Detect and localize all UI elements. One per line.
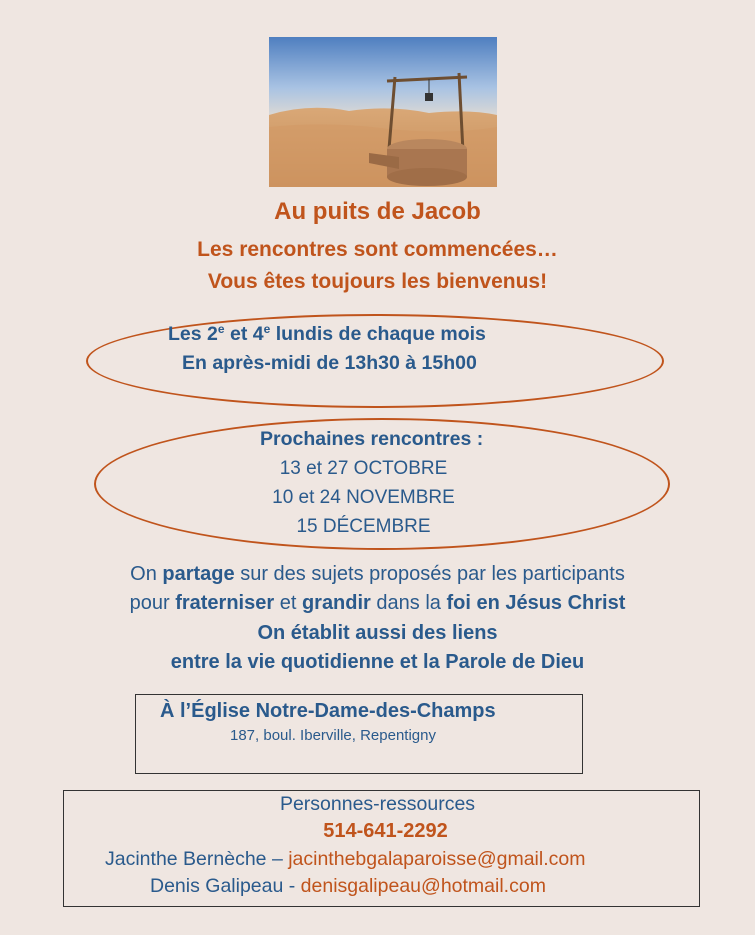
location-box (135, 694, 583, 774)
page-title: Au puits de Jacob (274, 198, 481, 225)
church-name: À l’Église Notre-Dame-des-Champs (160, 700, 496, 722)
contact-denis: Denis Galipeau - denisgalipeau@hotmail.com (150, 875, 546, 897)
schedule-days: Les 2e et 4e lundis de chaque mois (168, 322, 486, 345)
contacts-heading: Personnes-ressources (279, 793, 476, 815)
church-address: 187, boul. Iberville, Repentigny (230, 727, 436, 744)
contacts-phone: 514-641-2292 (323, 820, 448, 842)
upcoming-date-1: 13 et 27 OCTOBRE (279, 458, 448, 479)
upcoming-heading: Prochaines rencontres : (260, 428, 484, 450)
email-jacinthe-link[interactable]: jacinthebgalaparoisse@gmail.com (288, 848, 586, 870)
upcoming-date-3: 15 DÉCEMBRE (296, 516, 431, 537)
description-line-4: entre la vie quotidienne et la Parole de Dieu (170, 651, 585, 673)
schedule-hours: En après-midi de 13h30 à 15h00 (182, 352, 477, 374)
contact-jacinthe: Jacinthe Bernèche – jacinthebgalaparoisse@gmail.com (105, 848, 586, 870)
upcoming-date-2: 10 et 24 NOVEMBRE (272, 487, 455, 508)
description-line-3: On établit aussi des liens (257, 622, 498, 644)
description-line-2: pour fraterniser et grandir dans la foi en Jésus Christ (129, 592, 626, 614)
subtitle-welcome: Vous êtes toujours les bienvenus! (207, 270, 548, 293)
email-denis-link[interactable]: denisgalipeau@hotmail.com (300, 875, 546, 897)
description-line-1: On partage sur des sujets proposés par les participants (130, 563, 625, 585)
subtitle-started: Les rencontres sont commencées… (197, 238, 558, 261)
well-photo (269, 37, 497, 187)
